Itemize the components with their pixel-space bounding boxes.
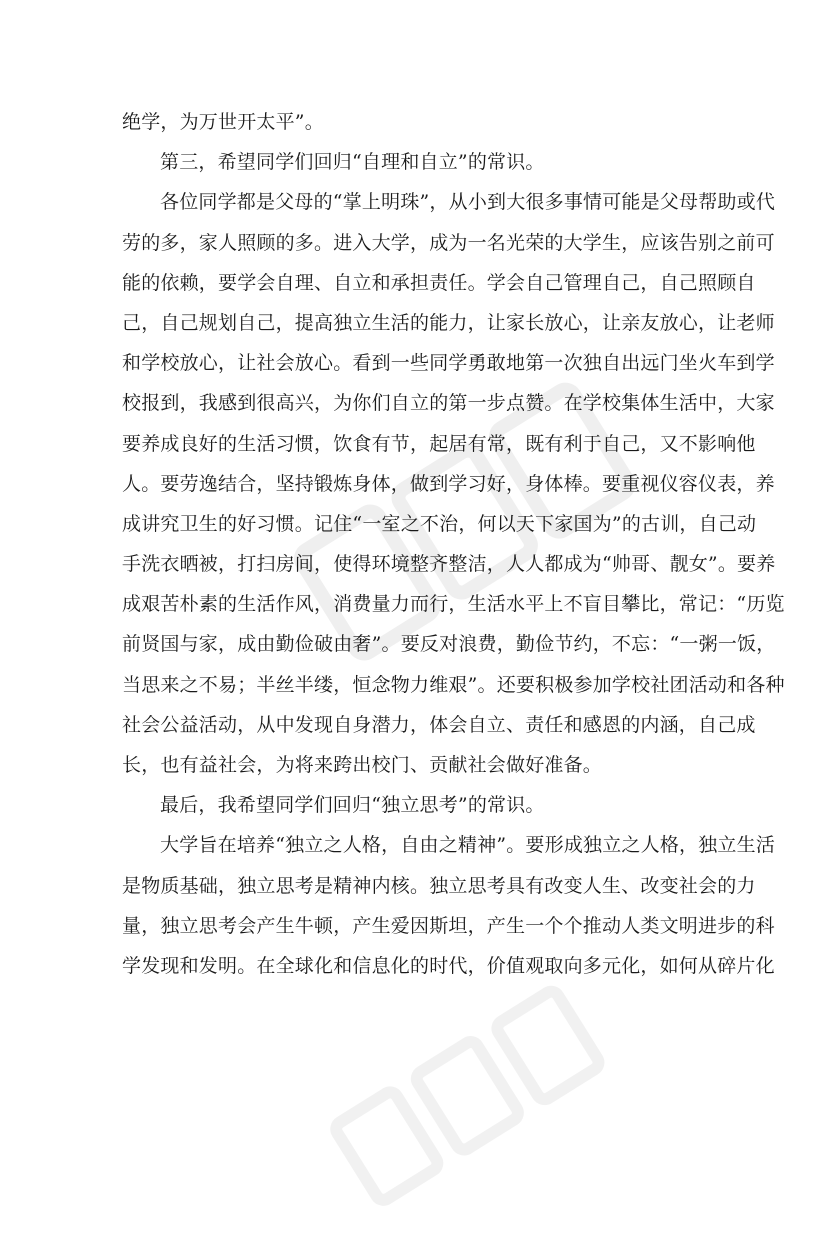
text-line: 要养成良好的生活习惯，饮食有节，起居有常，既有利于自己，又不影响他: [122, 432, 756, 455]
text-line: 人。要劳逸结合，坚持锻炼身体，做到学习好，身体棒。要重视仪容仪表，养: [122, 472, 775, 495]
text-line: 最后，我希望同学们回归“独立思考”的常识。: [160, 794, 545, 817]
text-line: 成讲究卫生的好习惯。记住“一室之不治，何以天下家国为”的古训，自己动: [122, 512, 757, 535]
text-line: 大学旨在培养“独立之人格，自由之精神”。要形成独立之人格，独立生活: [160, 834, 776, 857]
text-line: 第三，希望同学们回归“自理和自立”的常识。: [160, 151, 545, 174]
text-line: 长，也有益社会，为将来跨出校门、贡献社会做好准备。: [122, 754, 603, 776]
text-line: 能的依赖，要学会自理、自立和承担责任。学会自己管理自己，自己照顾自: [122, 271, 756, 294]
text-line: 己，自己规划自己，提高独立生活的能力，让家长放心，让亲友放心，让老师: [122, 311, 775, 334]
text-line: 劳的多，家人照顾的多。进入大学，成为一名光荣的大学生，应该告别之前可: [122, 231, 775, 254]
text-line: 手洗衣晒被，打扫房间，使得环境整齐整洁，人人都成为“帅哥、靓女”。要养: [122, 553, 776, 576]
text-line: 和学校放心，让社会放心。看到一些同学勇敢地第一次独自出远门坐火车到学: [122, 352, 775, 375]
text-line: 学发现和发明。在全球化和信息化的时代，价值观取向多元化，如何从碎片化: [122, 954, 775, 977]
text-line: 量，独立思考会产生牛顿，产生爱因斯坦，产生一个个推动人类文明进步的科: [122, 914, 775, 937]
text-line: 社会公益活动，从中发现自身潜力，体会自立、责任和感恩的内涵，自己成: [122, 713, 756, 736]
watermark-logo-lower-icon: [306, 961, 635, 1239]
text-line: 成艰苦朴素的生活作风，消费量力而行，生活水平上不盲目攀比，常记：“历览: [122, 593, 785, 616]
text-line: 绝学，为万世开太平”。: [122, 111, 324, 133]
text-line: 是物质基础，独立思考是精神内核。独立思考具有改变人生、改变社会的力: [122, 874, 756, 897]
text-line: 当思来之不易；半丝半缕，恒念物力维艰”。还要积极参加学校社团活动和各种: [122, 673, 785, 696]
text-line: 各位同学都是父母的“掌上明珠”，从小到大很多事情可能是父母帮助或代: [160, 191, 776, 214]
body-text: [122, 102, 785, 986]
text-line: 校报到，我感到很高兴，为你们自立的第一步点赞。在学校集体生活中，大家: [122, 392, 775, 415]
text-line: 前贤国与家，成由勤俭破由奢”。要反对浪费，勤俭节约，不忘：“一粥一饭，: [122, 633, 776, 656]
